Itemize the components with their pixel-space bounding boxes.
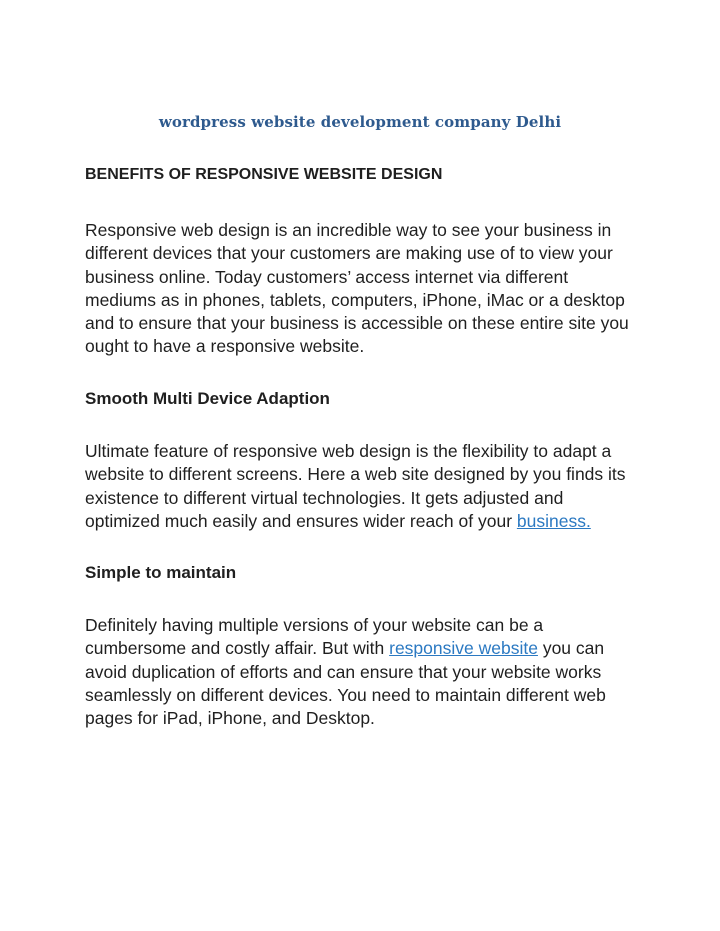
paragraph-line: website to different screens. Here a web site designed by you finds its [85, 464, 626, 485]
section-heading-multi-device: Smooth Multi Device Adaption [85, 389, 330, 408]
paragraph-line: avoid duplication of efforts and can ensure that your website works [85, 661, 602, 682]
paragraph-line: pages for iPad, iPhone, and Desktop. [85, 708, 375, 729]
responsive-website-link[interactable]: responsive website [389, 638, 538, 659]
paragraph-line: existence to different virtual technologies. It gets adjusted and [85, 487, 564, 508]
section-heading-benefits: BENEFITS OF RESPONSIVE WEBSITE DESIGN [85, 166, 443, 183]
paragraph-simple-maintain [85, 614, 645, 730]
business-link[interactable]: business. [516, 510, 591, 531]
paragraph-line: and to ensure that your business is accessible on these entire site you [85, 313, 629, 334]
paragraph-multi-device [85, 440, 645, 533]
paragraph-line: Definitely having multiple versions of your website can be a [85, 615, 544, 635]
paragraph-responsive-design [85, 219, 645, 359]
paragraph-text: cumbersome and costly affair. But with [85, 638, 390, 659]
paragraph-line [85, 637, 645, 660]
section-heading-simple-maintain: Simple to maintain [85, 563, 237, 582]
paragraph-line: seamlessly on different devices. You need to maintain different web [85, 684, 606, 705]
paragraph-line [85, 510, 645, 533]
paragraph-line: different devices that your customers are making use of to view your [85, 243, 613, 264]
paragraph-line: Ultimate feature of responsive web design is the flexibility to adapt a [85, 441, 612, 461]
paragraph-line: Responsive web design is an incredible way to see your business in [85, 220, 612, 240]
paragraph-line: ought to have a responsive website. [85, 336, 365, 357]
paragraph-line: mediums as in phones, tablets, computers, iPhone, iMac or a desktop [85, 289, 625, 310]
paragraph-text: optimized much easily and ensures wider reach of your [85, 510, 517, 531]
paragraph-line: business online. Today customers’ access internet via different [85, 266, 569, 287]
paragraph-text: you can [537, 638, 605, 659]
document-title: wordpress website development company Delhi [158, 113, 562, 131]
